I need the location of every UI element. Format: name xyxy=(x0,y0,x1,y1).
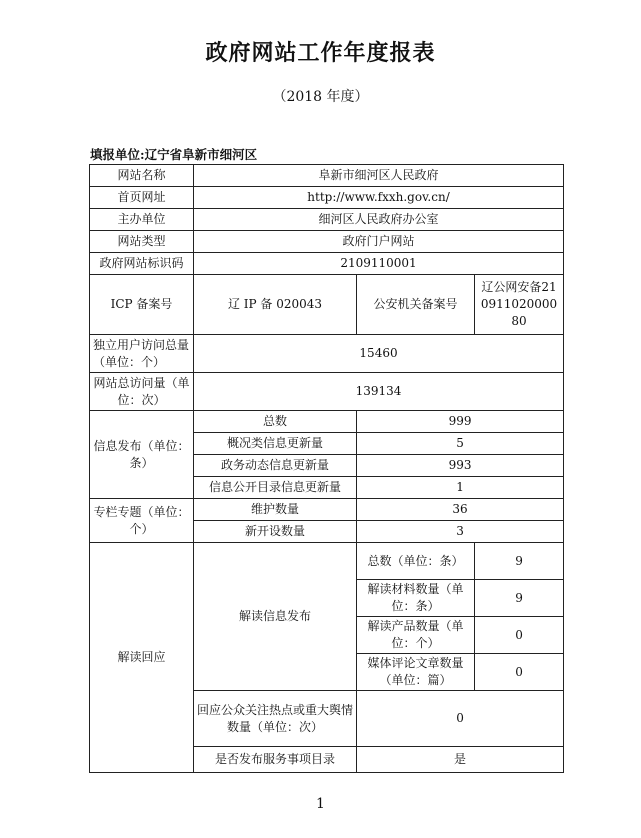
table-row xyxy=(90,499,564,521)
row-value: http://www.fxxh.gov.cn/ xyxy=(194,187,564,209)
row-label: 政务动态信息更新量 xyxy=(194,455,357,477)
row-label: 维护数量 xyxy=(194,499,357,521)
table-row xyxy=(90,275,564,335)
row-value: 9 xyxy=(475,580,564,617)
row-label: ICP 备案号 xyxy=(90,275,194,335)
row-value: 139134 xyxy=(194,373,564,411)
row-label: 媒体评论文章数量（单位：篇） xyxy=(357,654,475,691)
row-label: 新开设数量 xyxy=(194,521,357,543)
row-value: 0 xyxy=(475,617,564,654)
row-value: 9 xyxy=(475,543,564,580)
sub-section-label: 解读信息发布 xyxy=(194,543,357,691)
section-label: 专栏专题（单位：个） xyxy=(90,499,194,543)
row-value: 细河区人民政府办公室 xyxy=(194,209,564,231)
row-label: 是否发布服务事项目录 xyxy=(194,747,357,773)
row-label: 概况类信息更新量 xyxy=(194,433,357,455)
row-label: 总数（单位：条） xyxy=(357,543,475,580)
row-value: 5 xyxy=(357,433,564,455)
row-value: 辽公网安备21091102000080 xyxy=(475,275,564,335)
row-value: 3 xyxy=(357,521,564,543)
row-value: 36 xyxy=(357,499,564,521)
table-row xyxy=(90,209,564,231)
row-label: 独立用户访问总量（单位：个） xyxy=(90,335,194,373)
section-label: 信息发布（单位：条） xyxy=(90,411,194,499)
row-value: 辽 IP 备 020043 xyxy=(194,275,357,335)
row-label: 总数 xyxy=(194,411,357,433)
row-label: 回应公众关注热点或重大舆情数量（单位：次） xyxy=(194,691,357,747)
row-label: 解读产品数量（单位：个） xyxy=(357,617,475,654)
row-label: 网站类型 xyxy=(90,231,194,253)
row-label: 首页网址 xyxy=(90,187,194,209)
table-row xyxy=(90,165,564,187)
row-label: 网站总访问量（单位：次） xyxy=(90,373,194,411)
row-value: 政府门户网站 xyxy=(194,231,564,253)
section-label: 解读回应 xyxy=(90,543,194,773)
row-value: 0 xyxy=(475,654,564,691)
report-table xyxy=(89,164,564,773)
row-label: 信息公开目录信息更新量 xyxy=(194,477,357,499)
row-value: 是 xyxy=(357,747,564,773)
page-number: 1 xyxy=(316,796,325,812)
row-value: 阜新市细河区人民政府 xyxy=(194,165,564,187)
row-value: 2109110001 xyxy=(194,253,564,275)
page-title: 政府网站工作年度报表 xyxy=(205,41,436,66)
row-label: 主办单位 xyxy=(90,209,194,231)
row-label: 政府网站标识码 xyxy=(90,253,194,275)
table-row xyxy=(90,411,564,433)
row-value: 993 xyxy=(357,455,564,477)
report-year: （2018 年度） xyxy=(272,89,369,105)
row-value: 999 xyxy=(357,411,564,433)
row-label: 公安机关备案号 xyxy=(357,275,475,335)
row-label: 解读材料数量（单位：条） xyxy=(357,580,475,617)
row-value: 15460 xyxy=(194,335,564,373)
table-row xyxy=(90,231,564,253)
filler-unit: 填报单位:辽宁省阜新市细河区 xyxy=(90,147,258,162)
table-row xyxy=(90,335,564,373)
row-label: 网站名称 xyxy=(90,165,194,187)
table-row xyxy=(90,373,564,411)
table-row xyxy=(90,543,564,580)
table-row xyxy=(90,187,564,209)
row-value: 0 xyxy=(357,691,564,747)
table-row xyxy=(90,253,564,275)
row-value: 1 xyxy=(357,477,564,499)
